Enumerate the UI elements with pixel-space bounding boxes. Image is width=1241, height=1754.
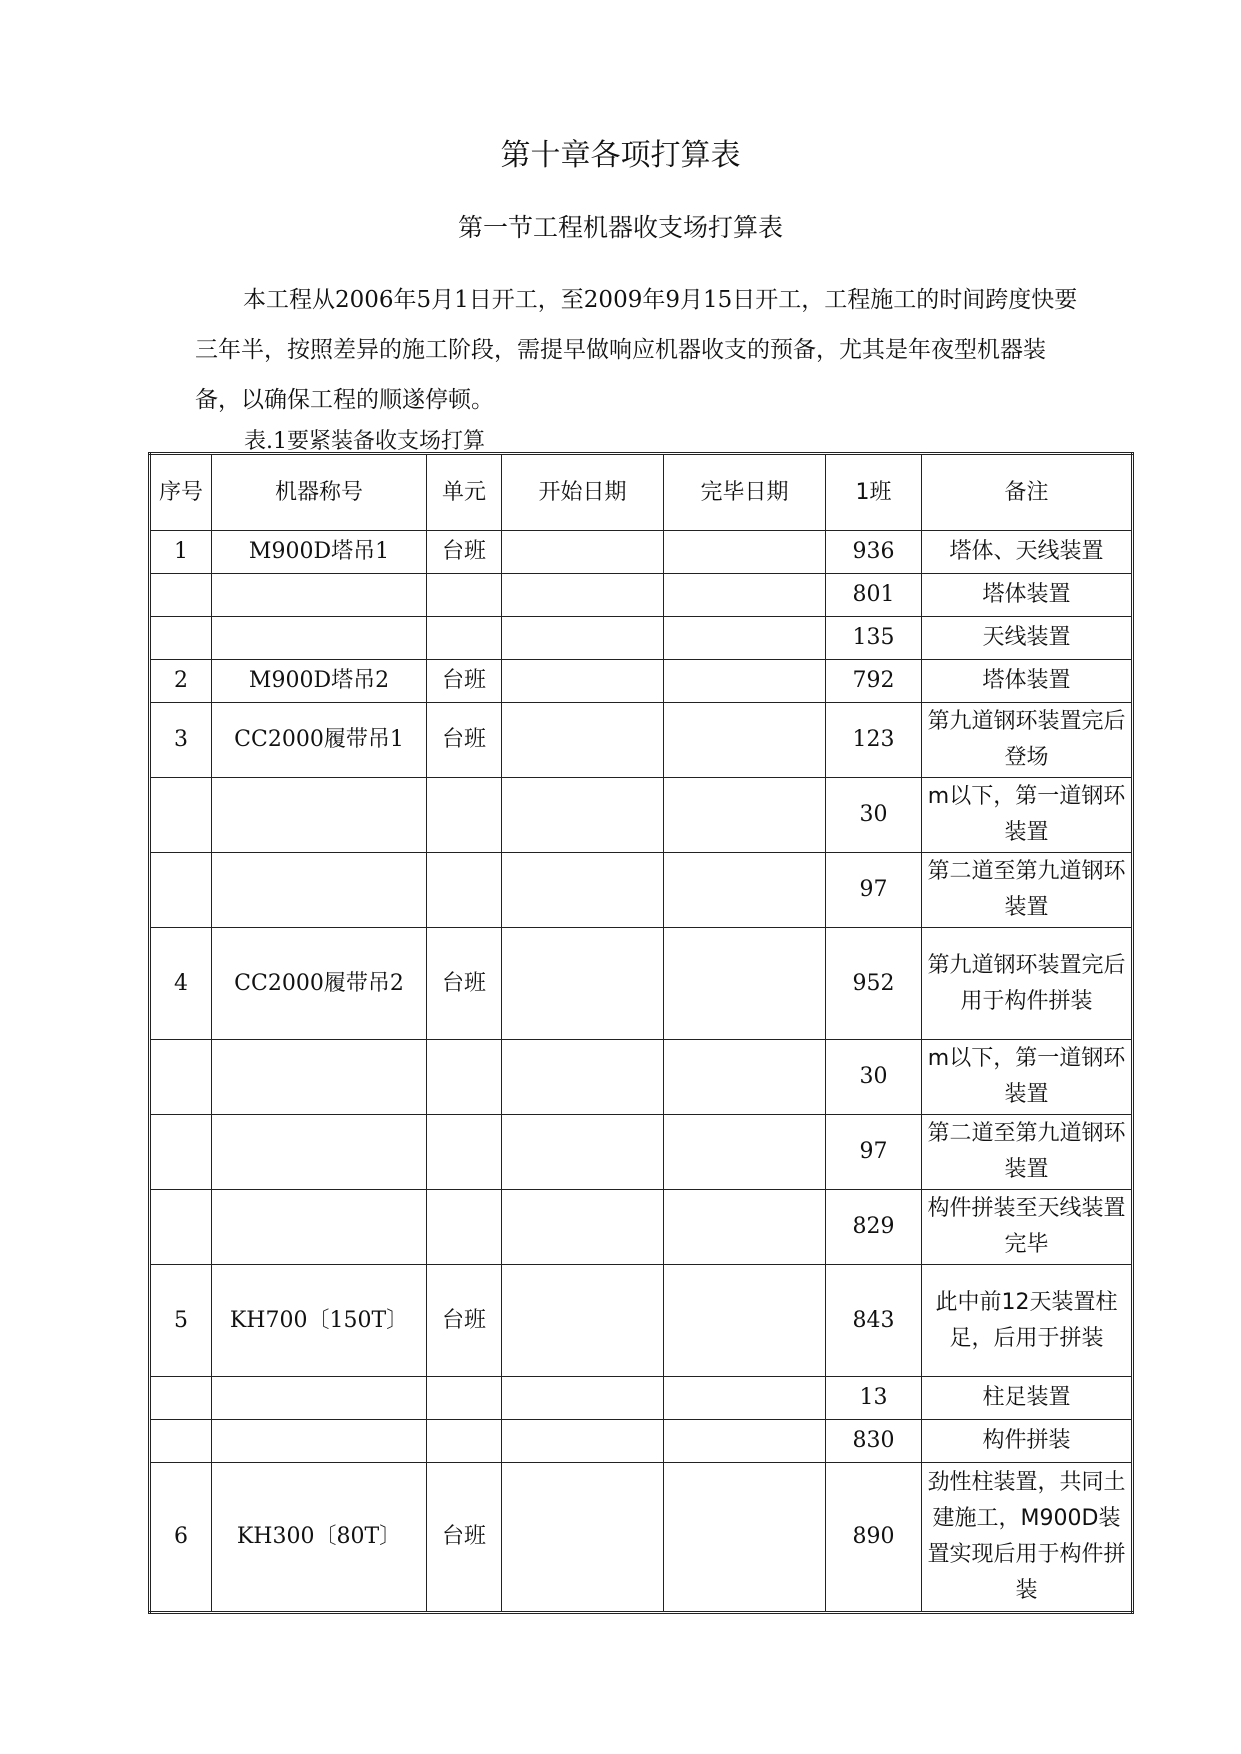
cell-start-date <box>502 853 664 928</box>
cell-note: 第九道钢环装置完后登场 <box>922 703 1133 778</box>
cell-start-date <box>502 1190 664 1265</box>
header-end-date: 完毕日期 <box>664 454 826 531</box>
cell-no: 6 <box>150 1463 212 1613</box>
table-row <box>150 1420 1133 1463</box>
table-row <box>150 574 1133 617</box>
cell-machine-name <box>212 778 427 853</box>
cell-end-date <box>664 853 826 928</box>
cell-start-date <box>502 1463 664 1613</box>
cell-note: 塔体装置 <box>922 660 1133 703</box>
table-row <box>150 1190 1133 1265</box>
table-row <box>150 1040 1133 1115</box>
cell-machine-name <box>212 617 427 660</box>
cell-machine-name: CC2000履带吊1 <box>212 703 427 778</box>
table-row <box>150 703 1133 778</box>
cell-no <box>150 1115 212 1190</box>
cell-no <box>150 1190 212 1265</box>
cell-no <box>150 1420 212 1463</box>
table-body <box>150 531 1133 1613</box>
cell-shift: 97 <box>826 1115 922 1190</box>
cell-machine-name: CC2000履带吊2 <box>212 928 427 1040</box>
cell-note: 构件拼装至天线装置完毕 <box>922 1190 1133 1265</box>
table-row <box>150 853 1133 928</box>
cell-machine-name <box>212 574 427 617</box>
cell-start-date <box>502 1377 664 1420</box>
header-machine-name: 机器称号 <box>212 454 427 531</box>
cell-note: 第二道至第九道钢环装置 <box>922 1115 1133 1190</box>
cell-shift: 843 <box>826 1265 922 1377</box>
cell-unit: 台班 <box>427 703 502 778</box>
cell-note: 天线装置 <box>922 617 1133 660</box>
cell-machine-name: KH300〔80T〕 <box>212 1463 427 1613</box>
cell-unit <box>427 574 502 617</box>
cell-no: 1 <box>150 531 212 574</box>
cell-no: 2 <box>150 660 212 703</box>
cell-unit: 台班 <box>427 1265 502 1377</box>
cell-end-date <box>664 1115 826 1190</box>
cell-shift: 792 <box>826 660 922 703</box>
cell-end-date <box>664 1420 826 1463</box>
cell-machine-name <box>212 1115 427 1190</box>
cell-no: 3 <box>150 703 212 778</box>
chapter-title: 第十章各项打算表 <box>500 138 741 173</box>
cell-no <box>150 617 212 660</box>
cell-machine-name <box>212 1040 427 1115</box>
cell-start-date <box>502 928 664 1040</box>
cell-shift: 829 <box>826 1190 922 1265</box>
header-unit: 单元 <box>427 454 502 531</box>
cell-end-date <box>664 531 826 574</box>
table-caption: 表.1要紧装备收支场打算 <box>244 429 485 454</box>
cell-no: 4 <box>150 928 212 1040</box>
table-row <box>150 778 1133 853</box>
table-row <box>150 1463 1133 1613</box>
cell-machine-name: M900D塔吊2 <box>212 660 427 703</box>
cell-no <box>150 853 212 928</box>
cell-shift: 830 <box>826 1420 922 1463</box>
cell-end-date <box>664 1463 826 1613</box>
table-row <box>150 1265 1133 1377</box>
cell-no <box>150 778 212 853</box>
cell-no: 5 <box>150 1265 212 1377</box>
cell-no <box>150 1040 212 1115</box>
cell-unit <box>427 1115 502 1190</box>
cell-shift: 30 <box>826 1040 922 1115</box>
table-row <box>150 928 1133 1040</box>
table-row <box>150 1115 1133 1190</box>
cell-note: 柱足装置 <box>922 1377 1133 1420</box>
header-no: 序号 <box>150 454 212 531</box>
cell-unit <box>427 1377 502 1420</box>
cell-note: m以下，第一道钢环装置 <box>922 778 1133 853</box>
cell-end-date <box>664 660 826 703</box>
cell-start-date <box>502 1420 664 1463</box>
cell-start-date <box>502 574 664 617</box>
cell-end-date <box>664 1265 826 1377</box>
table-row <box>150 617 1133 660</box>
table-row <box>150 531 1133 574</box>
cell-unit: 台班 <box>427 928 502 1040</box>
equipment-plan-table <box>148 452 1134 1614</box>
cell-shift: 13 <box>826 1377 922 1420</box>
cell-note: 劲性柱装置，共同土建施工，M900D装置实现后用于构件拼装 <box>922 1463 1133 1613</box>
cell-note: 第九道钢环装置完后用于构件拼装 <box>922 928 1133 1040</box>
cell-unit <box>427 1040 502 1115</box>
cell-end-date <box>664 1377 826 1420</box>
cell-end-date <box>664 574 826 617</box>
cell-machine-name <box>212 1190 427 1265</box>
cell-shift: 30 <box>826 778 922 853</box>
cell-machine-name: M900D塔吊1 <box>212 531 427 574</box>
cell-no <box>150 574 212 617</box>
table-header-row <box>150 454 1133 531</box>
cell-unit <box>427 1190 502 1265</box>
cell-unit <box>427 853 502 928</box>
header-start-date: 开始日期 <box>502 454 664 531</box>
cell-end-date <box>664 928 826 1040</box>
cell-end-date <box>664 778 826 853</box>
cell-shift: 123 <box>826 703 922 778</box>
cell-no <box>150 1377 212 1420</box>
cell-shift: 936 <box>826 531 922 574</box>
cell-end-date <box>664 703 826 778</box>
cell-note: m以下，第一道钢环装置 <box>922 1040 1133 1115</box>
table-row <box>150 1377 1133 1420</box>
cell-start-date <box>502 617 664 660</box>
cell-note: 此中前12天装置柱足，后用于拼装 <box>922 1265 1133 1377</box>
cell-start-date <box>502 531 664 574</box>
cell-shift: 952 <box>826 928 922 1040</box>
cell-machine-name <box>212 1377 427 1420</box>
cell-machine-name <box>212 853 427 928</box>
cell-unit <box>427 1420 502 1463</box>
cell-shift: 890 <box>826 1463 922 1613</box>
cell-end-date <box>664 1040 826 1115</box>
cell-machine-name: KH700〔150T〕 <box>212 1265 427 1377</box>
cell-shift: 97 <box>826 853 922 928</box>
cell-note: 第二道至第九道钢环装置 <box>922 853 1133 928</box>
cell-start-date <box>502 660 664 703</box>
cell-shift: 801 <box>826 574 922 617</box>
section-title: 第一节工程机器收支场打算表 <box>457 213 783 242</box>
cell-machine-name <box>212 1420 427 1463</box>
cell-start-date <box>502 778 664 853</box>
intro-paragraph-text: 本工程从2006年5月1日开工，至2009年9月15日开工，工程施工的时间跨度快要三年半，按照差异的施工阶段，需提早做响应机器收支的预备，尤其是年夜型机器装备，以确保工程的顺遂停顿。 <box>195 287 1078 413</box>
cell-unit: 台班 <box>427 660 502 703</box>
table-row <box>150 660 1133 703</box>
cell-start-date <box>502 1115 664 1190</box>
cell-start-date <box>502 1265 664 1377</box>
cell-note: 塔体装置 <box>922 574 1133 617</box>
cell-unit: 台班 <box>427 531 502 574</box>
cell-shift: 135 <box>826 617 922 660</box>
cell-start-date <box>502 1040 664 1115</box>
cell-end-date <box>664 617 826 660</box>
header-shift: 1班 <box>826 454 922 531</box>
cell-end-date <box>664 1190 826 1265</box>
cell-unit: 台班 <box>427 1463 502 1613</box>
cell-note: 构件拼装 <box>922 1420 1133 1463</box>
cell-start-date <box>502 703 664 778</box>
intro-paragraph <box>195 275 1085 425</box>
cell-note: 塔体、天线装置 <box>922 531 1133 574</box>
header-note: 备注 <box>922 454 1133 531</box>
cell-unit <box>427 778 502 853</box>
cell-unit <box>427 617 502 660</box>
